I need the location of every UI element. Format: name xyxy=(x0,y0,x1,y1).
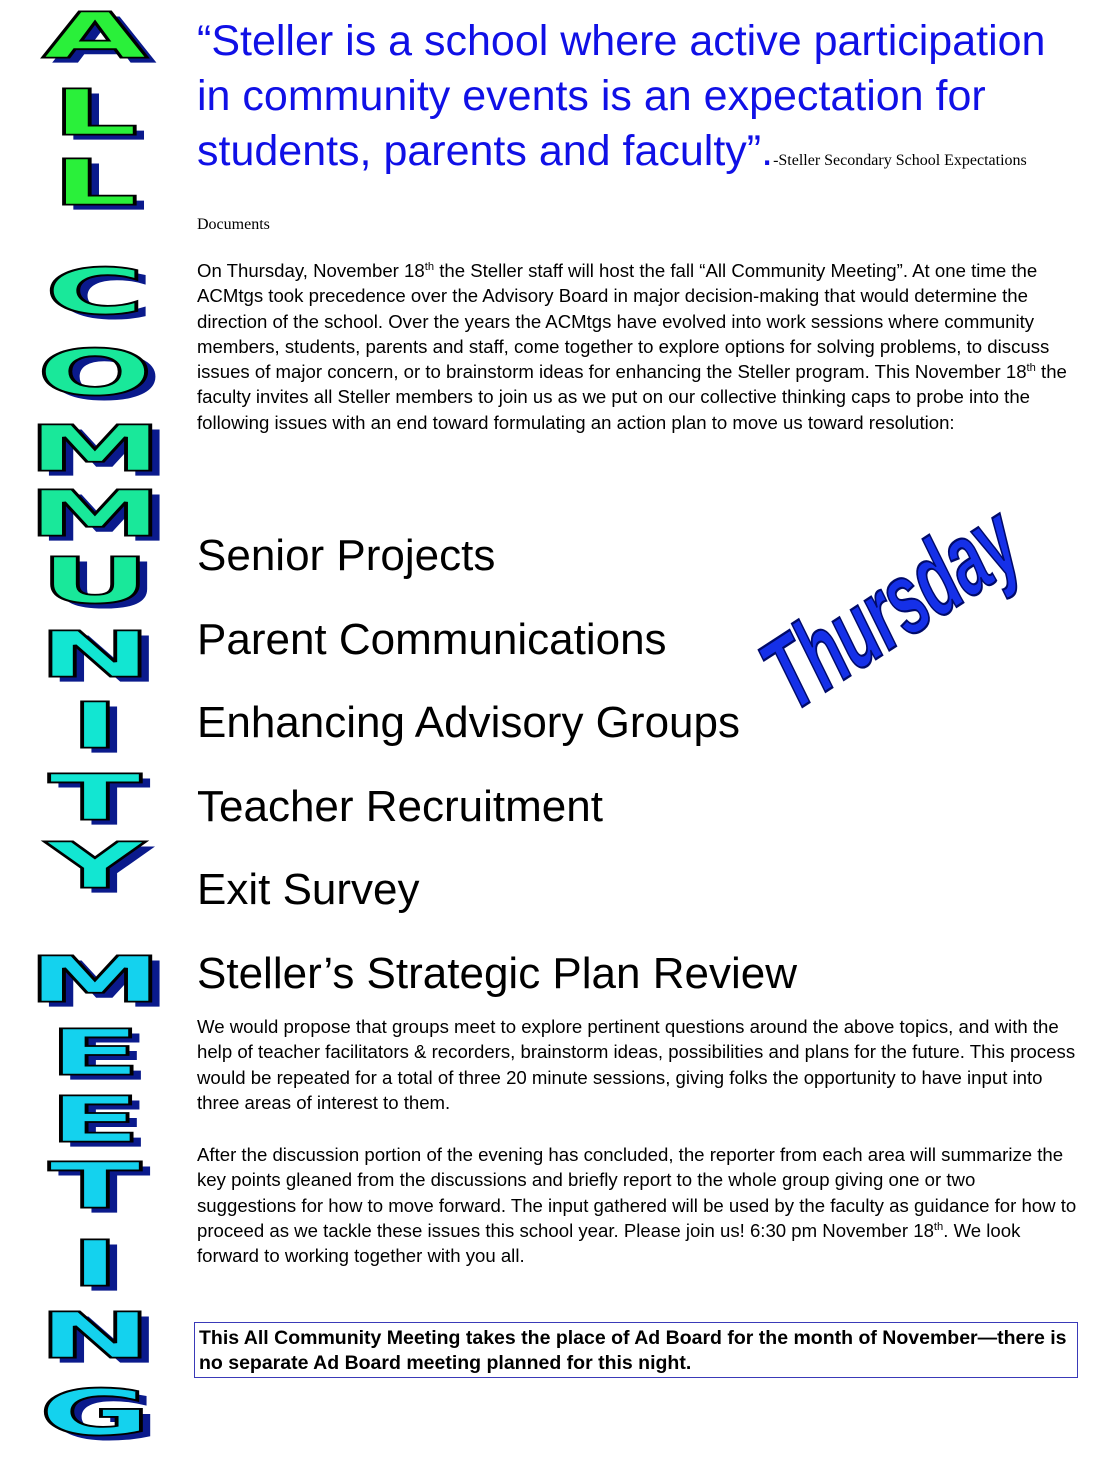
banner-letter: M xyxy=(27,476,163,551)
banner-letter: Y xyxy=(45,828,145,903)
banner-letter: E xyxy=(48,1082,142,1157)
banner-letter: O xyxy=(37,335,153,410)
topic-item: Enhancing Advisory Groups xyxy=(197,698,740,747)
topic-list xyxy=(197,514,877,1015)
banner-letter: E xyxy=(48,1015,142,1090)
topic-item: Exit Survey xyxy=(197,865,420,914)
topic-item: Teacher Recruitment xyxy=(197,781,603,831)
quote-text: “Steller is a school where active participation in community events is an expectation for students, parents and faculty”. xyxy=(197,17,1046,175)
banner-letter: I xyxy=(69,688,121,763)
banner-letter: M xyxy=(27,942,163,1017)
ordinal-suffix: th xyxy=(424,260,435,273)
expectation-quote xyxy=(197,14,1077,252)
banner-letter: T xyxy=(48,760,142,835)
intro-text: the faculty invites all Steller members to join us as we put on our collective thinking caps to probe into the following issues with an end toward formulating an action plan to move us toward resolution: xyxy=(197,361,1067,433)
intro-text: On Thursday, November 18 xyxy=(197,260,425,281)
banner-letter: N xyxy=(37,617,153,692)
vertical-banner xyxy=(0,0,190,1459)
closing-text: . We look forward to working together with you all. xyxy=(197,1219,1021,1267)
banner-letter: G xyxy=(39,1375,151,1450)
banner-letter: C xyxy=(44,254,146,329)
closing-text: After the discussion portion of the evening has concluded, the reporter from each area will summarize the key points gleaned from the discussions and briefly report to the whole group giving one or two suggestions for how to move forward. The input gathered will be used by the faculty as guidance for how to proceed as we tackle these issues this school year. Please join us! 6:30 pm November 18 xyxy=(197,1144,1077,1241)
banner-letter: L xyxy=(51,75,139,150)
intro-paragraph xyxy=(197,258,1077,435)
banner-letter: U xyxy=(39,543,151,618)
topic-item: Parent Communications xyxy=(197,614,667,664)
closing-paragraph xyxy=(197,1142,1077,1268)
intro-text: the Steller staff will host the fall “All Community Meeting”. At one time the ACMtgs took precedence over the Advisory Board in major decision-making that would determine the direction of the school. Over the years the ACMtgs have evolved into work sessions where community members, students, parents and staff, come together to explore options for solving problems, to discuss issues of major concern, or to brainstorm ideas for enhancing the Steller program. This November 18 xyxy=(197,260,1050,383)
topic-item: Steller’s Strategic Plan Review xyxy=(197,948,797,998)
quote-attribution: -Steller Secondary School Expectations Documents xyxy=(197,152,1027,233)
ordinal-suffix: th xyxy=(933,1220,944,1233)
banner-letter: T xyxy=(48,1148,142,1223)
banner-letter: A xyxy=(42,0,148,73)
topic-item: Senior Projects xyxy=(197,531,496,580)
thursday-wordart: Thursday xyxy=(741,481,1040,733)
banner-letter: I xyxy=(69,1226,121,1301)
banner-letter: M xyxy=(27,411,163,486)
ordinal-suffix: th xyxy=(1026,362,1036,374)
proposal-paragraph: We would propose that groups meet to explore pertinent questions around the above topics, and with the help of teacher facilitators & recorders, brainstorm ideas, possibilities and plans for the future. This process would be repeated for a total of three 20 minute sessions, giving folks the opportunity to have input into three areas of interest to them. xyxy=(197,1016,1076,1113)
banner-letter: L xyxy=(51,145,139,220)
ad-board-notice: This All Community Meeting takes the place of Ad Board for the month of November—there is no separate Ad Board meeting planned for this night. xyxy=(194,1322,1078,1378)
banner-letter: N xyxy=(37,1298,153,1373)
